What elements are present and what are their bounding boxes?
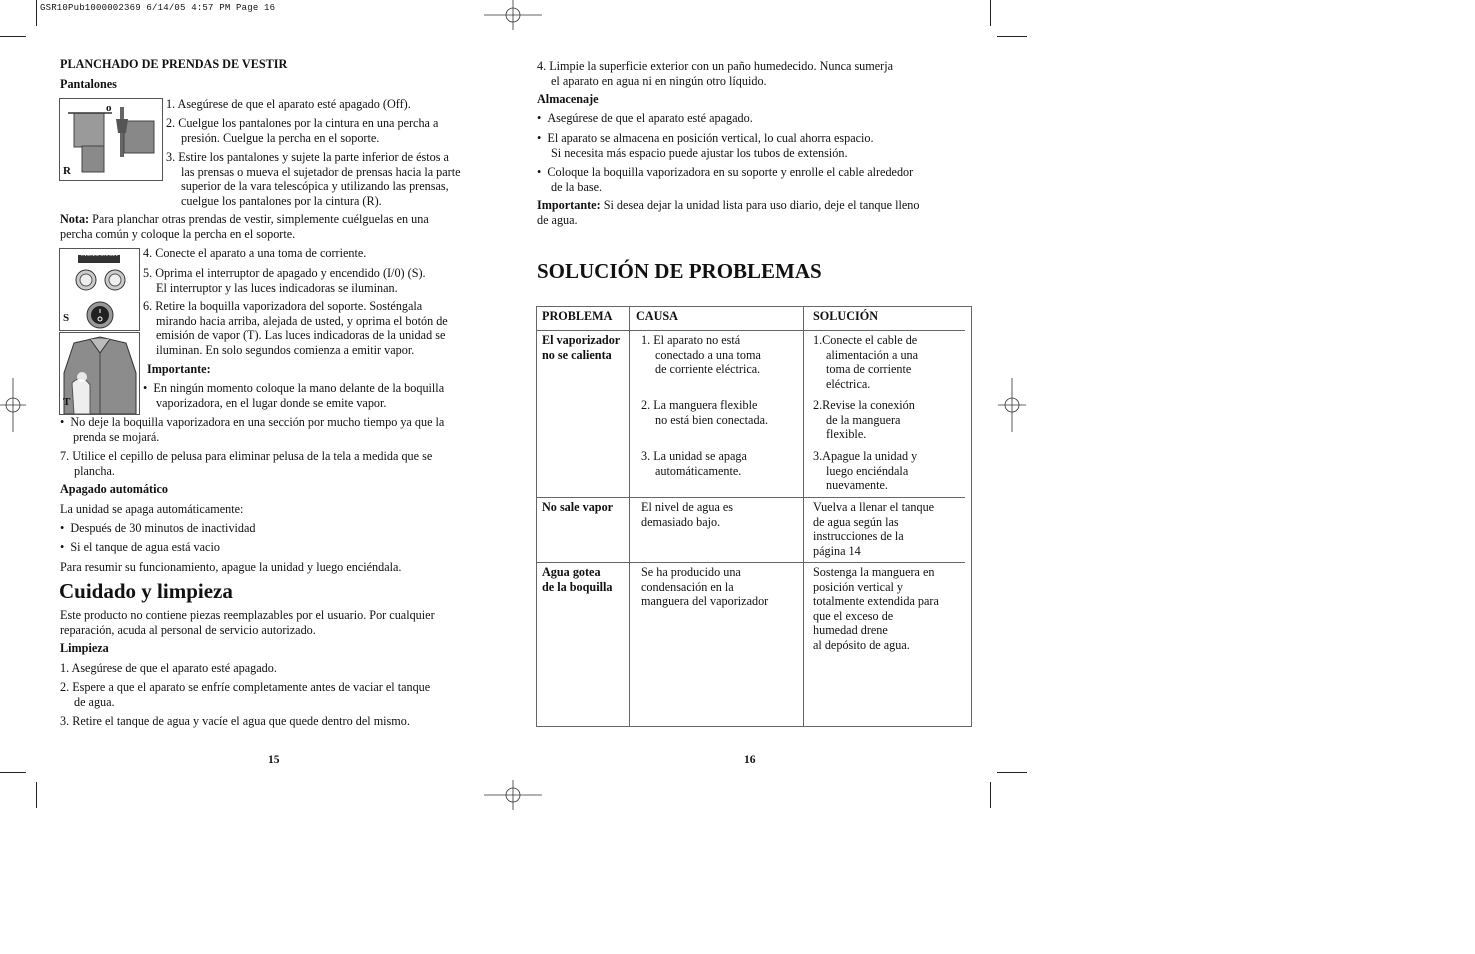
nota: Nota: Para planchar otras prendas de vestir, simplemente cuélguelas en una percha común y coloque la percha en el soporte. [60,212,429,241]
figure-label-o: o [106,102,112,114]
apagado-intro: La unidad se apaga automáticamente: [60,502,244,516]
row1-cause-3: 3. La unidad se apaga automáticamente. [641,449,747,478]
cuidado-text: Este producto no contiene piezas reemplazables por el usuario. Por cualquier reparación, acuda al personal de servicio autorizado. [60,608,435,637]
registration-mark-left [0,376,28,434]
importante-label-left: Importante: [147,362,211,376]
header-problema: PROBLEMA [542,309,613,323]
header-solucion: SOLUCIÓN [813,309,879,323]
row2-solution: Vuelva a llenar el tanque de agua según las instrucciones de la página 14 [813,500,935,558]
limpieza-step-4: 4. Limpie la superficie exterior con un paño humedecido. Nunca sumerja el aparato en agua ni en ningún otro líquido. [537,59,894,88]
bullet-importante-2: • No deje la boquilla vaporizadora en una sección por mucho tiempo ya que la prenda se mojará. [60,415,445,444]
resumir-text: Para resumir su funcionamiento, apague la unidad y luego enciéndala. [60,560,402,574]
troubleshooting-table [536,306,972,727]
row2-problem: No sale vapor [542,500,614,514]
step-steam-5: 5. Oprima el interruptor de apagado y encendido (I/0) (S). El interruptor y las luces indicadoras se iluminan. [143,266,426,295]
registration-mark-bottom [480,778,546,812]
row1-solution-3: 3.Apague la unidad y luego enciéndala nuevamente. [813,449,918,493]
registration-mark-top [480,0,546,32]
row3-cause: Se ha producido una condensación en la manguera del vaporizador [641,565,769,609]
bullet-importante-1: • En ningún momento coloque la mano delante de la boquilla vaporizadora, en el lugar donde se emite vapor. [143,381,445,410]
almacenaje-bullet-3: • Coloque la boquilla vaporizadora en su soporte y enrolle el cable alrededor de la base. [537,165,914,194]
row2-cause: El nivel de agua es demasiado bajo. [641,500,734,529]
shirt-figure [59,332,140,415]
solucion-title: SOLUCIÓN DE PROBLEMAS [537,259,822,283]
header-causa: CAUSA [636,309,678,323]
step-pants-2: 2. Cuelgue los pantalones por la cintura en una percha a presión. Cuelgue la percha en el soporte. [166,116,439,145]
print-slug: GSR10Pub1000002369 6/14/05 4:57 PM Page 16 [40,3,276,13]
registration-mark-right [996,376,1028,434]
apagado-title: Apagado automático [60,482,168,496]
limpieza-step-2: 2. Espere a que el aparato se enfríe completamente antes de vaciar el tanque de agua. [60,680,431,709]
cuidado-title: Cuidado y limpieza [59,579,233,603]
almacenaje-title: Almacenaje [537,92,599,106]
limpieza-step-1: 1. Asegúrese de que el aparato esté apagado. [60,661,277,675]
page-number-right: 16 [744,754,756,766]
row1-problem: El vaporizador no se calienta [542,333,621,362]
switch-panel-figure [59,248,140,331]
row3-solution: Sostenga la manguera en posición vertical y totalmente extendida para que el exceso de humedad drene al depósito de agua. [813,565,939,652]
step-7: 7. Utilice el cepillo de pelusa para eliminar pelusa de la tela a medida que se plancha. [60,449,433,478]
pants-figure [59,98,163,181]
row3-problem: Agua gotea de la boquilla [542,565,613,594]
step-steam-4: 4. Conecte el aparato a una toma de corriente. [143,246,367,260]
importante-right: Importante: Si desea dejar la unidad lista para uso diario, deje el tanque lleno de agua. [537,198,920,227]
row1-solution-2: 2.Revise la conexión de la manguera flexible. [813,398,915,442]
row1-cause-1: 1. El aparato no está conectado a una toma de corriente eléctrica. [641,333,761,377]
row1-solution-1: 1.Conecte el cable de alimentación a una toma de corriente eléctrica. [813,333,919,391]
step-pants-3: 3. Estire los pantalones y sujete la parte inferior de éstos a las prensas o mueva el sujetador de prensas hacia la parte superior de la vara telescópica y utilizando las prensas, cuelgue los pantalones por la cintura (R). [166,150,461,208]
figure-label-t: T [63,396,71,408]
figure-label-r: R [63,165,71,177]
step-steam-6: 6. Retire la boquilla vaporizadora del soporte. Sosténgala mirando hacia arriba, alejada de usted, y oprima el botón de emisión de vapor (T). Las luces indicadoras de la unidad se iluminan. En solo segundos comienza a emitir vapor. [143,299,448,357]
step-pants-1: 1. Asegúrese de que el aparato esté apagado (Off). [166,97,411,111]
figure-label-s: S [63,312,70,324]
section-title: PLANCHADO DE PRENDAS DE VESTIR [60,57,288,71]
apagado-bullet-2: • Si el tanque de agua está vacio [60,540,220,554]
apagado-bullet-1: • Después de 30 minutos de inactividad [60,521,256,535]
page-number-left: 15 [268,754,280,766]
almacenaje-bullet-1: • Asegúrese de que el aparato esté apagado. [537,111,753,125]
limpieza-step-3: 3. Retire el tanque de agua y vacíe el agua que quede dentro del mismo. [60,714,410,728]
subtitle-pantalones: Pantalones [60,77,117,91]
row1-cause-2: 2. La manguera flexible no está bien conectada. [641,398,769,427]
limpieza-title: Limpieza [60,641,109,655]
almacenaje-bullet-2: • El aparato se almacena en posición vertical, lo cual ahorra espacio. Si necesita más espacio puede ajustar los tubos de extensión. [537,131,874,160]
panel-label: STEAM ON/OFF [81,253,119,258]
